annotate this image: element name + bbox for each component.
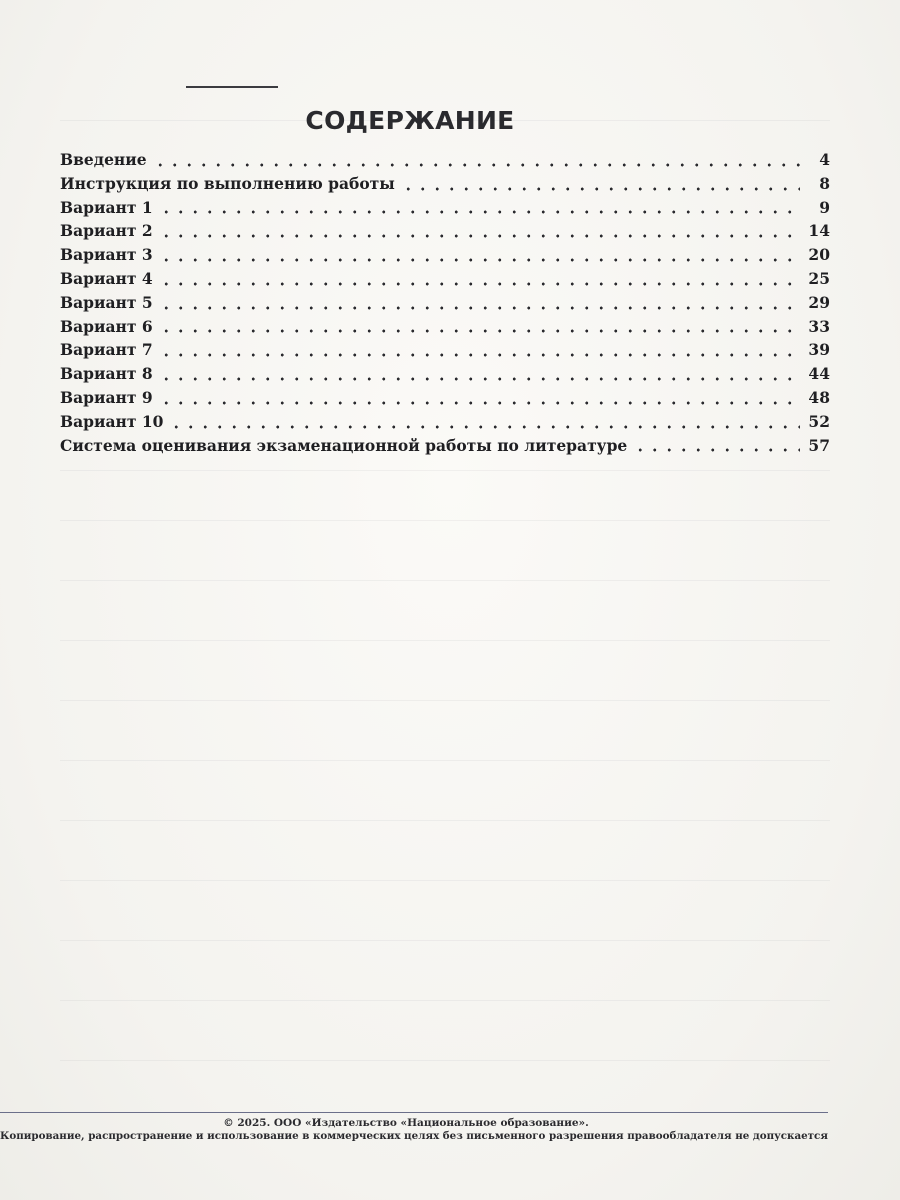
toc-entry-label: Вариант 9 [60, 387, 153, 407]
toc-entry-page-number: 25 [808, 268, 830, 288]
toc-entry-label: Инструкция по выполнению работы [60, 173, 395, 193]
toc-entry[interactable] [60, 340, 830, 364]
toc-entry[interactable] [60, 317, 830, 341]
toc-dot-leader [159, 282, 800, 286]
toc-entry-page-number: 48 [808, 387, 830, 407]
show-through-line [60, 820, 830, 821]
toc-entry-page-number: 39 [808, 340, 830, 360]
toc-dot-leader [159, 258, 800, 262]
toc-entry-page-number: 33 [808, 316, 830, 336]
toc-dot-leader [159, 377, 800, 381]
toc-entry-label: Вариант 6 [60, 316, 153, 336]
toc-dot-leader [159, 329, 800, 333]
toc-entry-page-number: 44 [808, 364, 830, 384]
show-through-line [60, 1060, 830, 1061]
toc-entry-page-number: 57 [808, 435, 830, 455]
toc-entry[interactable] [60, 269, 830, 293]
show-through-line [60, 700, 830, 701]
toc-entry-label: Система оценивания экзаменационной работы по литературе [60, 435, 628, 455]
toc-entry-label: Введение [60, 150, 147, 169]
toc-dot-leader [159, 210, 800, 214]
show-through-line [60, 580, 830, 581]
toc-entry-label: Вариант 7 [60, 340, 153, 360]
toc-entry[interactable] [60, 221, 830, 245]
copyright-line: © 2025. ООО «Издательство «Национальное образование». [223, 1117, 589, 1129]
toc-entry-label: Вариант 10 [60, 411, 164, 431]
toc-dot-leader [159, 306, 800, 310]
show-through-line [60, 520, 830, 521]
footer-rule [0, 1112, 828, 1113]
toc-entry[interactable] [60, 293, 830, 317]
toc-dot-leader [401, 187, 800, 191]
page-title: СОДЕРЖАНИЕ [305, 106, 515, 135]
toc-entry-page-number: 29 [808, 292, 830, 312]
toc-entry[interactable] [60, 412, 830, 436]
toc-dot-leader [159, 353, 800, 357]
toc-dot-leader [159, 234, 800, 238]
toc-dot-leader [169, 425, 800, 429]
show-through-line [60, 760, 830, 761]
toc-entry-label: Вариант 1 [60, 197, 153, 217]
toc-entry-label: Вариант 3 [60, 245, 153, 265]
toc-entry-page-number: 9 [819, 197, 830, 217]
toc-entry-page-number: 4 [819, 150, 830, 169]
show-through-line [60, 1000, 830, 1001]
toc-entry-label: Вариант 4 [60, 268, 153, 288]
toc-entry-label: Вариант 8 [60, 364, 153, 384]
show-through-line [60, 880, 830, 881]
toc-entry[interactable] [60, 174, 830, 198]
table-of-contents [60, 150, 830, 459]
toc-entry-page-number: 52 [808, 411, 830, 431]
toc-entry[interactable] [60, 245, 830, 269]
show-through-line [60, 470, 830, 471]
toc-dot-leader [153, 163, 800, 167]
toc-entry-page-number: 20 [808, 245, 830, 265]
toc-entry-label: Вариант 5 [60, 292, 153, 312]
header-rule [186, 86, 278, 88]
toc-dot-leader [633, 448, 800, 452]
copyright-notice: Копирование, распространение и использование в коммерческих целях без письменного разрешения правообладателя не допускается [0, 1130, 828, 1142]
toc-entry-page-number: 14 [808, 221, 830, 241]
show-through-line [60, 640, 830, 641]
toc-entry[interactable] [60, 150, 830, 174]
toc-entry-page-number: 8 [819, 173, 830, 193]
toc-dot-leader [159, 401, 800, 405]
toc-entry[interactable] [60, 388, 830, 412]
show-through-line [60, 940, 830, 941]
toc-entry[interactable] [60, 436, 830, 460]
toc-entry-label: Вариант 2 [60, 221, 153, 241]
toc-entry[interactable] [60, 364, 830, 388]
toc-entry[interactable] [60, 198, 830, 222]
